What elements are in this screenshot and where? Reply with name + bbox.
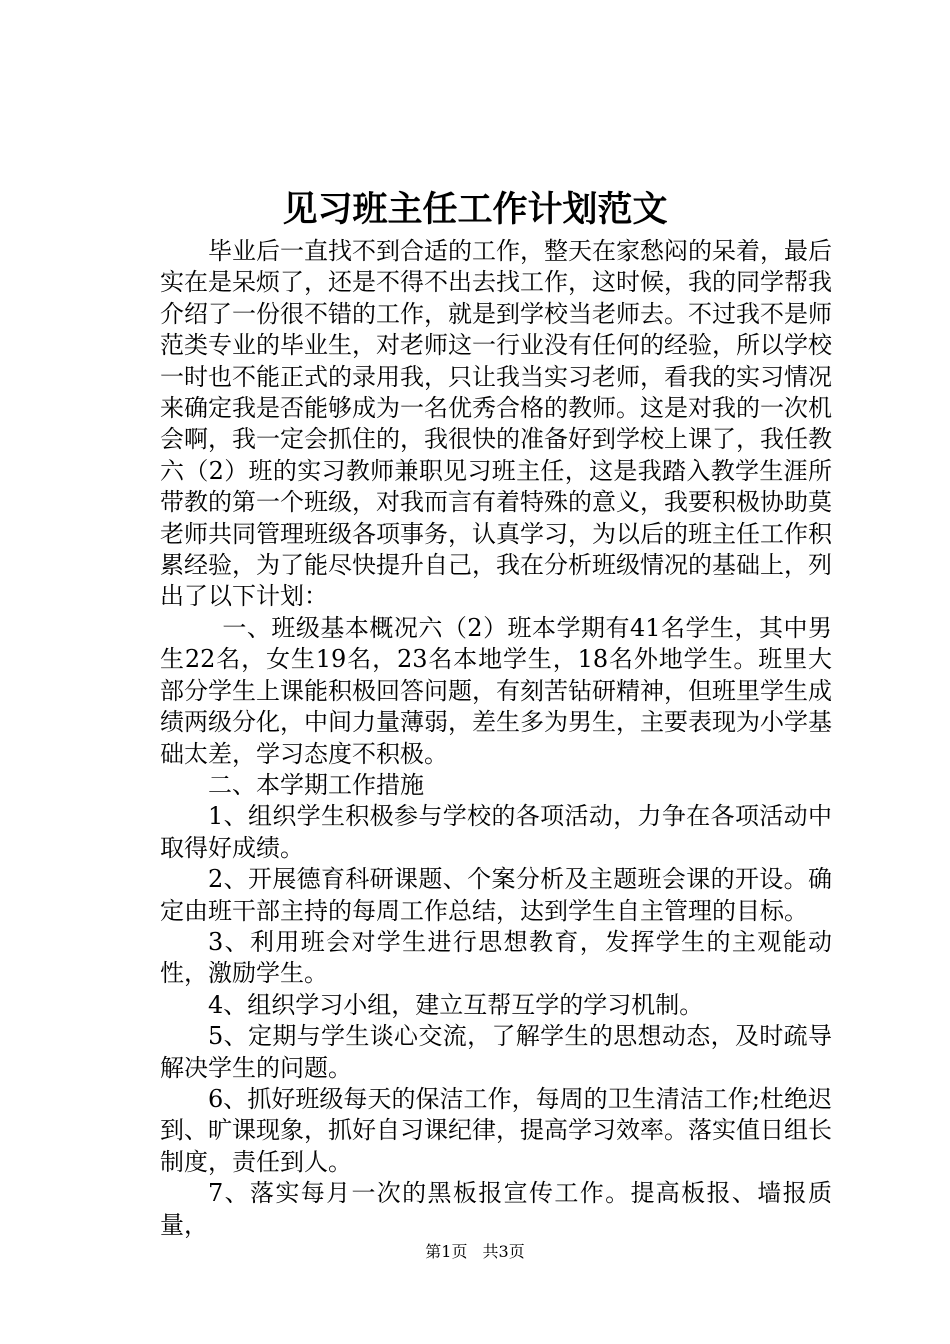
paragraph-measure-7: 7、落实每月一次的黑板报宣传工作。提高板报、墙报质量， (160, 1179, 832, 1239)
document-title: 见习班主任工作计划范文 (282, 189, 668, 230)
paragraph-measure-2: 2、开展德育科研课题、个案分析及主题班会课的开设。确定由班干部主持的每周工作总结，达到学生自主管理的目标。 (160, 865, 832, 925)
paragraph-measure-4: 4、组织学习小组，建立互帮互学的学习机制。 (208, 990, 704, 1019)
paragraph-measure-5: 5、定期与学生谈心交流，了解学生的思想动态，及时疏导解决学生的问题。 (160, 1022, 832, 1082)
paragraph-measure-1: 1、组织学生积极参与学校的各项活动，力争在各项活动中取得好成绩。 (160, 802, 832, 862)
paragraph-section-heading: 二、本学期工作措施 (208, 770, 424, 799)
paragraph-class-overview: 一、班级基本概况六（2）班本学期有41名学生，其中男生22名，女生19名，23名本地学生，18名外地学生。班里大部分学生上课能积极回答问题，有刻苦钻研精神，但班里学生成绩两级分化，中间力量薄弱，差生多为男生，主要表现为小学基础太差，学习态度不积极。 (160, 613, 832, 768)
paragraph-intro: 毕业后一直找不到合适的工作，整天在家愁闷的呆着，最后实在是呆烦了，还是不得不出去找工作，这时候，我的同学帮我介绍了一份很不错的工作，就是到学校当老师去。不过我不是师范类专业的毕业生，对老师这一行业没有任何的经验，所以学校一时也不能正式的录用我，只让我当实习老师，看我的实习情况来确定我是否能够成为一名优秀合格的教师。这是对我的一次机会啊，我一定会抓住的，我很快的准备好到学校上课了，我任教六（2）班的实习教师兼职见习班主任，这是我踏入教学生涯所带教的第一个班级，对我而言有着特殊的意义，我要积极协助莫老师共同管理班级各项事务，认真学习，为以后的班主任工作积累经验，为了能尽快提升自己，我在分析班级情况的基础上，列出了以下计划： (160, 237, 832, 611)
paragraph-measure-3: 3、利用班会对学生进行思想教育，发挥学生的主观能动性，激励学生。 (160, 927, 832, 988)
document-body (160, 236, 832, 1241)
page-number-total: 共3页 (482, 1242, 525, 1261)
page-footer (0, 1240, 950, 1264)
page-number-current: 第1页 (425, 1242, 468, 1261)
paragraph-measure-6: 6、抓好班级每天的保洁工作，每周的卫生清洁工作;杜绝迟到、旷课现象，抓好自习课纪律，提高学习效率。落实值日组长制度，责任到人。 (160, 1084, 832, 1176)
